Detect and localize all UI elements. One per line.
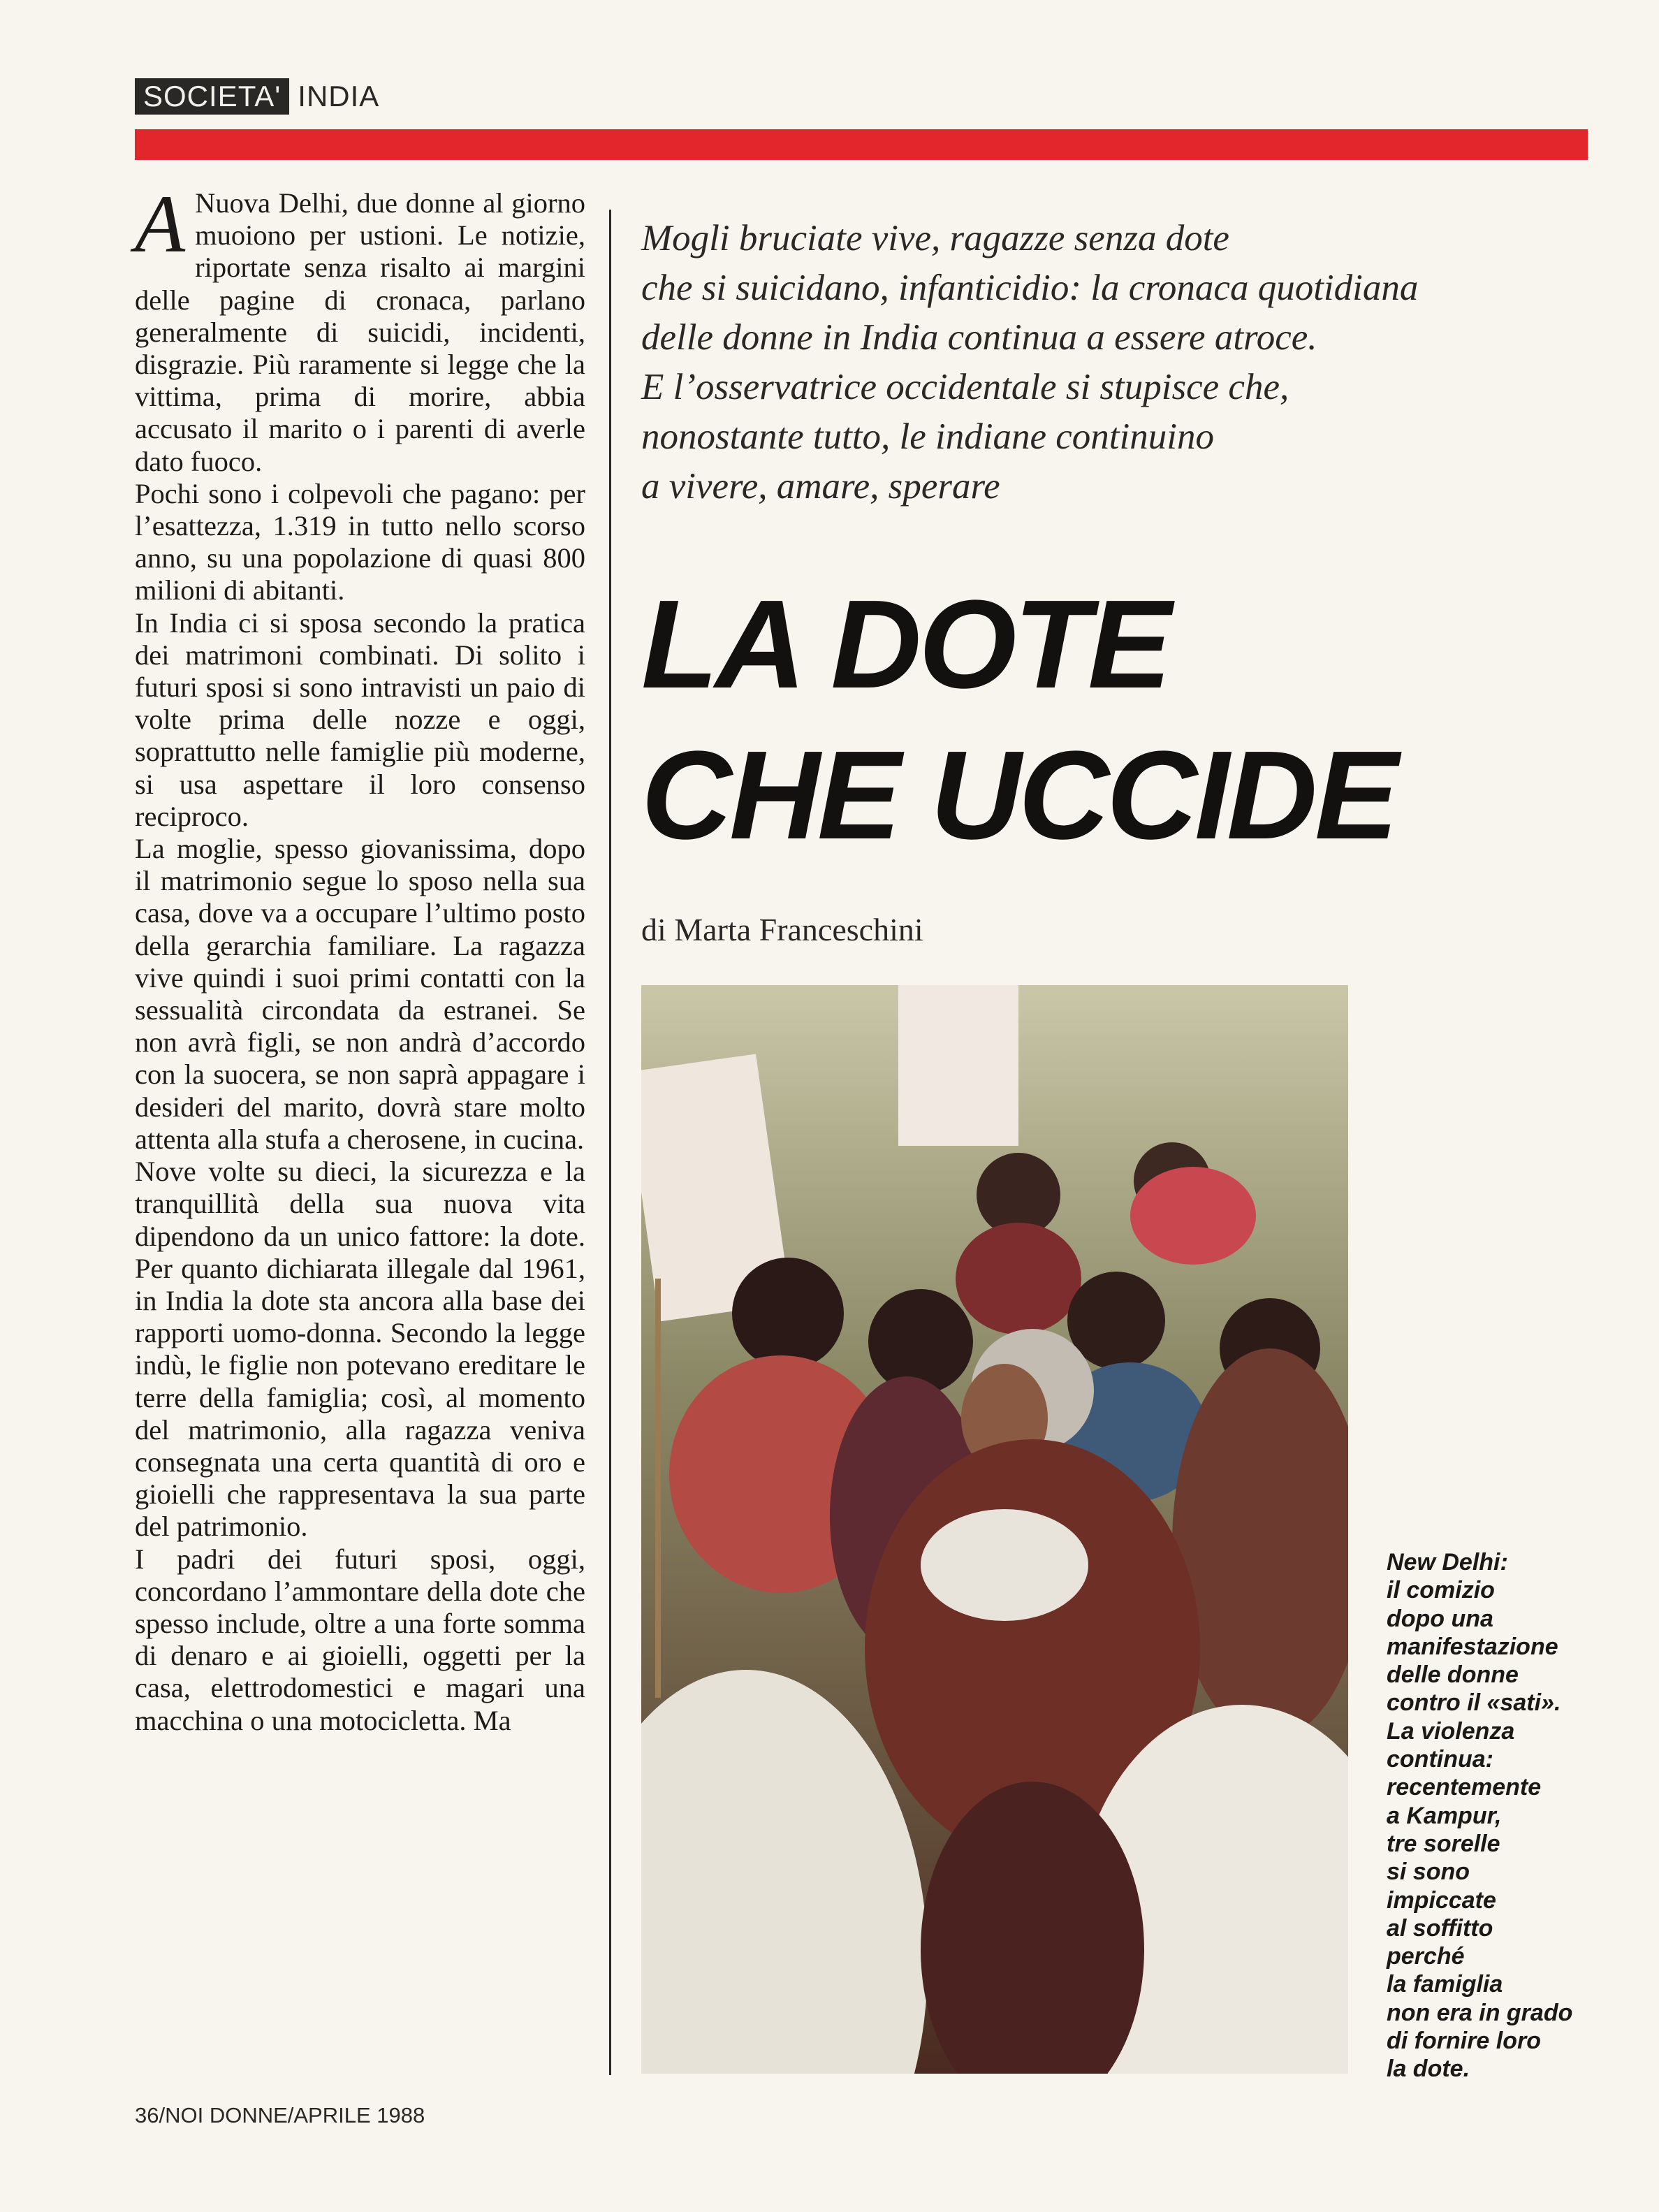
caption-line: di fornire loro — [1387, 2028, 1541, 2055]
caption-line: al soffitto — [1387, 1914, 1493, 1942]
body-paragraph-4: La moglie, spesso giovanissima, dopo il matrimonio segue lo sposo nella sua casa, dove va a occupare l’ultimo posto della gerarchia familiare. La ragazza vive quindi i suoi primi contatti con la sessualità circondata da estranei. Se non avrà figli, se non andrà d’accordo con la suocera, se non saprà appagare i desideri del marito, dovrà stare molto attenta alla stufa a cherosene, in cucina. — [135, 833, 585, 1155]
protest-photo — [641, 985, 1348, 2074]
caption-line: manifestazione — [1387, 1633, 1558, 1660]
caption-line: dopo una — [1387, 1605, 1493, 1632]
caption-line: perché — [1387, 1943, 1465, 1970]
caption-line: continua: — [1387, 1746, 1493, 1773]
body-paragraph-6: I padri dei futuri sposi, oggi, concordano l’ammontare della dote che spesso include, oltre a una forte somma di denaro e ai gioielli, oggetti per la casa, elettrodomestici e magari una macchina o una motocicletta. Ma — [135, 1543, 585, 1736]
red-header-rule — [135, 129, 1588, 160]
deck-line: Mogli bruciate vive, ragazze senza dote — [641, 218, 1229, 259]
column-divider — [609, 210, 611, 2075]
page-footer: 36/NOI DONNE/APRILE 1988 — [135, 2103, 425, 2127]
body-paragraph-3: In India ci si sposa secondo la pratica dei matrimoni combinati. Di solito i futuri sposi si sono intravisti un paio di volte prima delle nozze e oggi, soprattutto nelle famiglie più moderne, si usa aspettare il loro consenso reciproco. — [135, 606, 585, 832]
caption-line: New Delhi: — [1387, 1549, 1508, 1576]
deck-line: nonostante tutto, le indiane continuino — [641, 416, 1214, 457]
caption-line: contro il «sati». — [1387, 1689, 1561, 1717]
caption-line: non era in grado — [1387, 1999, 1573, 2026]
body-paragraph-2: Pochi sono i colpevoli che pagano: per l’esattezza, 1.319 in tutto nello scorso anno, su una popolazione di quasi 800 milioni di abitanti. — [135, 477, 585, 606]
deck-line: delle donne in India continua a essere atroce. — [641, 317, 1317, 358]
headline-line-1: LA DOTE — [641, 574, 1169, 715]
caption-line: recentemente — [1387, 1774, 1542, 1801]
photo-caption — [1387, 1548, 1596, 2083]
byline: di Marta Franceschini — [641, 912, 923, 947]
section-tag: SOCIETA' — [135, 78, 289, 115]
body-paragraph-5: Nove volte su dieci, la sicurezza e la tranquillità della sua nuova vita dipendono da un unico fattore: la dote. Per quanto dichiarata illegale dal 1961, in India la dote sta ancora alla base dei rapporti uomo-donna. Secondo la legge indù, le figlie non potevano ereditare le terre della famiglia; così, al momento del matrimonio, alla ragazza veniva consegnata una certa quantità di oro e gioielli che rappresentava la sua parte del patrimonio. — [135, 1156, 585, 1543]
article-body — [135, 178, 585, 1737]
body-paragraph-1: Nuova Delhi, due donne al giorno muoiono per ustioni. Le notizie, riportate senza risalto ai margini delle pagine di cronaca, parlano generalmente di suicidi, incidenti, disgrazie. Più raramente si legge che la vittima, prima di morire, abbia accusato il marito o i parenti di averle dato fuoco. — [135, 187, 585, 477]
deck-line: a vivere, amare, sperare — [641, 466, 1000, 507]
deck-line: che si suicidano, infanticidio: la cronaca quotidiana — [641, 268, 1419, 308]
caption-line: tre sorelle — [1387, 1830, 1500, 1857]
caption-line: il comizio — [1387, 1577, 1495, 1604]
section-label — [135, 78, 379, 115]
caption-line: impiccate — [1387, 1886, 1496, 1914]
deck-line: E l’osservatrice occidentale si stupisce che, — [641, 367, 1289, 407]
caption-line: si sono — [1387, 1858, 1470, 1886]
caption-line: la dote. — [1387, 2055, 1470, 2083]
article-deck — [641, 214, 1542, 511]
section-subtag: INDIA — [298, 80, 380, 112]
drop-cap: A — [135, 178, 186, 270]
caption-line: delle donne — [1387, 1661, 1519, 1689]
headline-line-2: CHE UCCIDE — [641, 725, 1396, 866]
caption-line: la famiglia — [1387, 1971, 1503, 1998]
caption-line: a Kampur, — [1387, 1802, 1502, 1829]
caption-line: La violenza — [1387, 1717, 1515, 1745]
headline — [641, 569, 1577, 871]
